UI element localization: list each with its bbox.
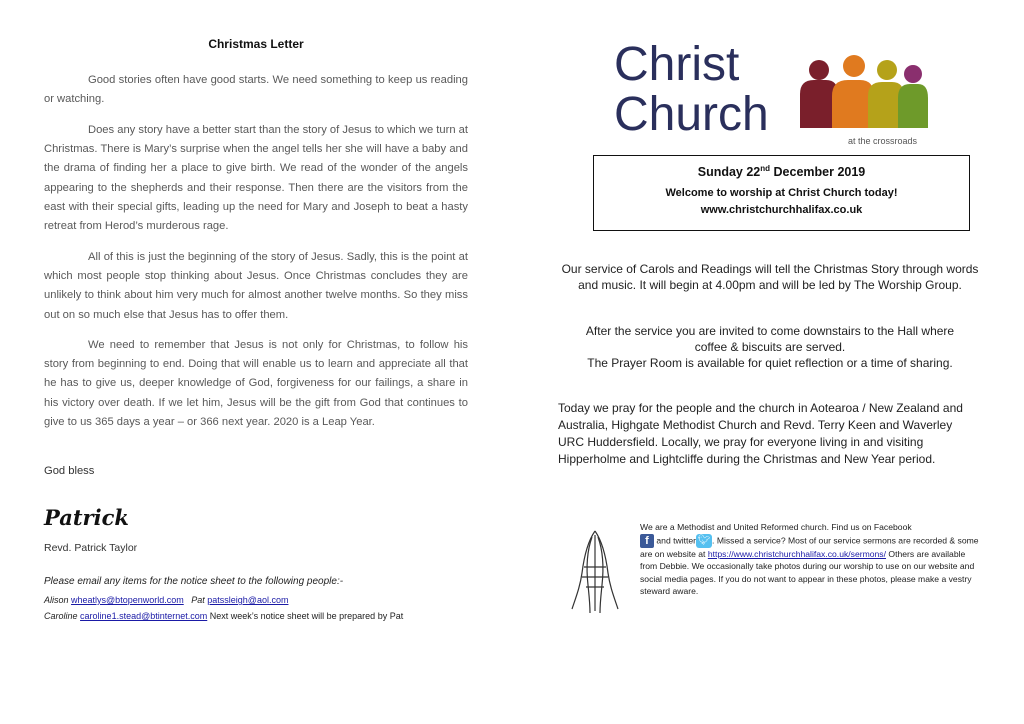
- paragraph-text: Good stories often have good starts. We need something to keep us reading or watching.: [44, 74, 468, 106]
- twitter-post: . Missed a service? Most of our service sermons are recorded & some are on website at: [640, 534, 979, 559]
- email-link[interactable]: wheatlys@btopenworld.com: [71, 595, 184, 605]
- contact-line-1: [44, 595, 288, 605]
- contact-name: Caroline: [44, 611, 78, 621]
- service-date: [594, 164, 969, 179]
- facebook-icon[interactable]: f: [640, 534, 654, 548]
- logo-line2: Church: [614, 88, 769, 141]
- praying-hands-drawing: [566, 527, 624, 617]
- info-line1: We are a Methodist and United Reformed church. Find us on Facebook: [640, 522, 912, 532]
- letter-paragraph-2: [44, 121, 468, 236]
- contact-name: Alison: [44, 595, 69, 605]
- logo-tagline: at the crossroads: [848, 136, 918, 146]
- date-rest: December 2019: [770, 165, 866, 180]
- after-service-text: After the service you are invited to come downstairs to the Hall where coffee & biscuits are served.: [585, 324, 955, 354]
- contact-line-2: [44, 611, 403, 621]
- info-rest: Others are available from Debbie. We occasionally take photos during our worship to use on our website and social media pages. If you do not want to appear in these photos, please make a vestry steward aware.: [640, 548, 975, 597]
- paragraph-text: All of this is just the beginning of the story of Jesus. Sadly, this is the point at which most people stop thinking about Jesus. Once Christmas concludes they are unlikely to think about him very much for almost another twelve months. So they miss out on so much else that Jesus has to offer them.: [44, 251, 468, 321]
- prayer-announcement: Today we pray for the people and the church in Aotearoa / New Zealand and Australia, Highgate Methodist Church and Revd. Terry Keen and Waverley URC Huddersfield. Locally, we pray for everyone living in and visiting Hipperholme and Lightcliffe during the Christmas and New Year period.: [558, 401, 963, 466]
- next-week-note: Next week’s notice sheet will be prepared by Pat: [207, 611, 404, 621]
- website-url: www.christchurchhalifax.co.uk: [700, 204, 863, 217]
- signature: Patrick: [44, 505, 129, 530]
- paragraph-text: Does any story have a better start than the story of Jesus to which we turn at Christmas. There is Mary’s surprise when the angel tells her she will have a baby and the drama of finding her a place to give birth. We read of the wonder of the angels appearing to the shepherds and their response. Then there are the visitors from the east with their special gifts, leading up the need for Mary and Joseph to beat a hasty retreat from Herod’s murderous rage.: [44, 124, 468, 233]
- letter-closing: God bless: [44, 465, 95, 477]
- people-figures-icon: [800, 55, 928, 128]
- christ-church-logo: [612, 36, 932, 148]
- letter-title: Christmas Letter: [208, 37, 304, 51]
- carols-announcement: Our service of Carols and Readings will tell the Christmas Story through words and music. It will begin at 4.00pm and will be led by The Worship Group.: [561, 262, 979, 292]
- service-date-box: [593, 155, 970, 231]
- church-info: [640, 521, 980, 598]
- logo-graphic: [612, 36, 932, 148]
- email-link[interactable]: caroline1.stead@btinternet.com: [80, 611, 208, 621]
- letter-paragraph-4: [44, 336, 468, 432]
- signatory: Revd. Patrick Taylor: [44, 542, 138, 554]
- logo-line1: Christ: [614, 38, 740, 91]
- email-link[interactable]: patssleigh@aol.com: [207, 595, 289, 605]
- social-line: [640, 534, 980, 598]
- sermons-link[interactable]: https://www.christchurchhalifax.co.uk/sermons/: [707, 548, 886, 559]
- welcome-message: Welcome to worship at Christ Church today!: [665, 187, 898, 200]
- prayer-room-text: The Prayer Room is available for quiet reflection or a time of sharing.: [587, 356, 953, 370]
- notice-sheet-instruction: Please email any items for the notice sheet to the following people:-: [44, 576, 344, 587]
- praying-hands-icon: [566, 527, 624, 617]
- after-service-announcement: [554, 323, 986, 371]
- letter-paragraph-3: [44, 248, 468, 325]
- twitter-icon[interactable]: 🐦︎: [697, 534, 711, 546]
- letter-paragraph-1: [44, 71, 468, 109]
- date-prefix: Sunday 22: [697, 165, 761, 180]
- date-suffix: nd: [760, 164, 771, 173]
- paragraph-text: We need to remember that Jesus is not only for Christmas, to follow his story from beginning to end. Doing that will enable us to learn and appreciate all that he has to give us, deeper knowledge of God, forgiveness for our failings, a share in his victory over death. If we let him, Jesus will be the gift from God that continues to give to us 365 days a year – or 366 next year. 2020 is a Leap Year.: [44, 339, 468, 428]
- twitter-pre: and twitter: [654, 534, 697, 545]
- contact-name: Pat: [191, 595, 205, 605]
